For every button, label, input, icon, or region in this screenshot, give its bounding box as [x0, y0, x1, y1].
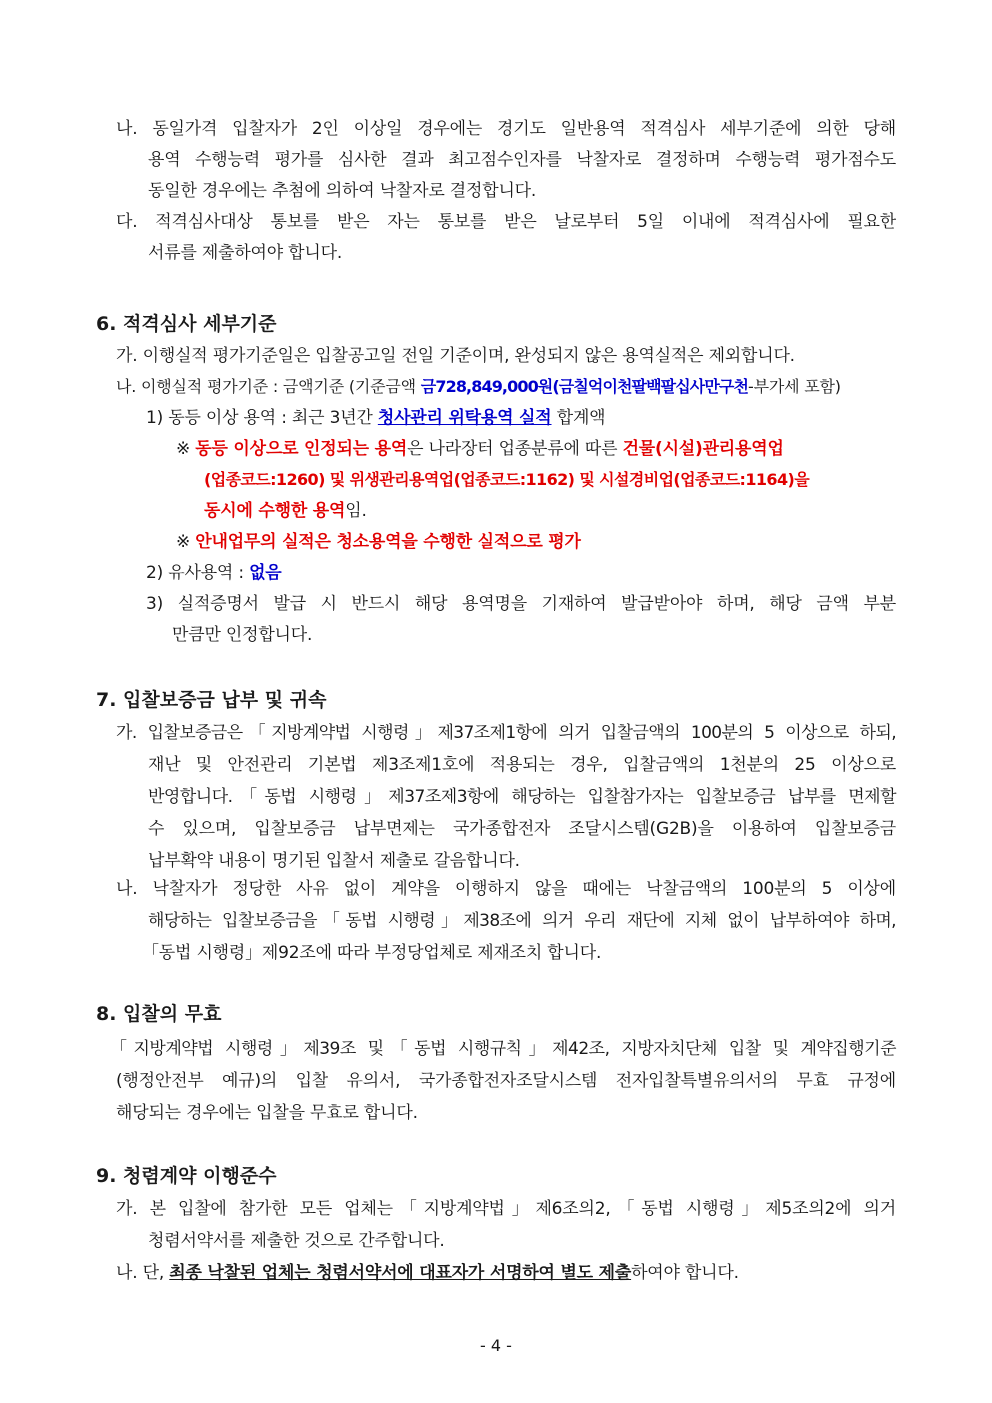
section-7-title: 7. 입찰보증금 납부 및 귀속 — [96, 689, 327, 711]
s5-na-line1: 나. 동일가격 입찰자가 2인 이상일 경우에는 경기도 일반용역 적격심사 세부기준에 의한 당해 — [116, 119, 896, 139]
s6-item1-suffix: 합계액 — [551, 408, 606, 428]
s7-na-line2: 해당하는 입찰보증금을「동법 시행령」제38조에 의거 우리 재단에 지체 없이 납부하여야 하며, — [148, 911, 896, 931]
note1-red: 동등 이상으로 인정되는 용역 — [195, 439, 408, 459]
s6-note1-line3 — [204, 500, 367, 522]
s5-da-line1: 다. 적격심사대상 통보를 받은 자는 통보를 받은 날로부터 5일 이내에 적격심사에 필요한 — [116, 212, 896, 232]
s6-na-amount: 금728,849,000원(금칠억이천팔백팔십사만구천 — [420, 377, 749, 396]
s6-item1-highlight: 청사관리 위탁용역 실적 — [377, 408, 552, 428]
s5-na-line2: 용역 수행능력 평가를 심사한 결과 최고점수인자를 낙찰자로 결정하며 수행능력 평가점수도 — [148, 150, 896, 170]
note1-red2: 건물(시설)관리용역업 — [622, 439, 784, 459]
s7-ga-line4: 수 있으며, 입찰보증금 납부면제는 국가종합전자 조달시스템(G2B)을 이용하여 입찰보증금 — [148, 819, 896, 839]
s6-note2 — [176, 531, 581, 553]
s6-item2-prefix: 2) 유사용역 : — [146, 563, 250, 583]
s6-na-suffix: -부가세 포함) — [748, 377, 841, 396]
s6-item1 — [146, 407, 605, 429]
section-8-title: 8. 입찰의 무효 — [96, 1003, 222, 1025]
note1-line3-end: 임. — [345, 501, 367, 521]
s8-line2: (행정안전부 예규)의 입찰 유의서, 국가종합전자조달시스템 전자입찰특별유의서의 무효 규정에 — [116, 1071, 896, 1091]
s6-note1-line1 — [176, 438, 784, 460]
s9-na — [116, 1262, 739, 1284]
note1-line3-red: 동시에 수행한 용역 — [204, 501, 346, 521]
s9-na-suffix: 하여야 합니다. — [631, 1263, 739, 1283]
s6-na-prefix: 나. 이행실적 평가기준 : 금액기준 (기준금액 — [116, 377, 421, 396]
s9-na-prefix: 나. 단, — [116, 1263, 170, 1283]
s8-line3: 해당되는 경우에는 입찰을 무효로 합니다. — [116, 1103, 418, 1123]
page-number: - 4 - — [480, 1336, 512, 1355]
s7-na-line1: 나. 낙찰자가 정당한 사유 없이 계약을 이행하지 않을 때에는 낙찰금액의 100분의 5 이상에 — [116, 879, 896, 899]
s6-ga: 가. 이행실적 평가기준일은 입찰공고일 전일 기준이며, 완성되지 않은 용역실적은 제외합니다. — [116, 346, 795, 366]
s7-ga-line5: 납부확약 내용이 명기된 입찰서 제출로 갈음합니다. — [148, 851, 520, 871]
s6-item1-prefix: 1) 동등 이상 용역 : 최근 3년간 — [146, 408, 378, 428]
note2-mark: ※ — [176, 532, 196, 552]
s7-ga-line2: 재난 및 안전관리 기본법 제3조제1호에 적용되는 경우, 입찰금액의 1천분의 25 이상으로 — [148, 755, 896, 775]
note1-mark: ※ — [176, 439, 196, 459]
note1-mid: 은 나라장터 업종분류에 따른 — [407, 439, 623, 459]
s6-item2 — [146, 562, 282, 584]
s6-na — [116, 376, 841, 398]
s9-ga-line2: 청렴서약서를 제출한 것으로 간주합니다. — [148, 1231, 445, 1251]
s6-item2-value: 없음 — [249, 563, 282, 583]
s6-note1-line2: (업종코드:1260) 및 위생관리용역업(업종코드:1162) 및 시설경비업(업종코드:1164)을 — [204, 470, 810, 489]
s7-na-line3: 「동법 시행령」제92조에 따라 부정당업체로 제재조치 합니다. — [142, 943, 602, 963]
note2-red: 안내업무의 실적은 청소용역을 수행한 실적으로 평가 — [195, 532, 581, 552]
s9-ga-line1: 가. 본 입찰에 참가한 모든 업체는「지방계약법」제6조의2,「동법 시행령」제5조의2에 의거 — [116, 1199, 896, 1219]
s6-item3-line1: 3) 실적증명서 발급 시 반드시 해당 용역명을 기재하여 발급받아야 하며, 해당 금액 부분 — [146, 594, 896, 614]
s7-ga-line1: 가. 입찰보증금은「지방계약법 시행령」제37조제1항에 의거 입찰금액의 100분의 5 이상으로 하되, — [116, 723, 896, 743]
s9-na-bold: 최종 낙찰된 업체는 청렴서약서에 대표자가 서명하여 별도 제출 — [169, 1263, 632, 1283]
section-9-title: 9. 청렴계약 이행준수 — [96, 1165, 277, 1187]
s6-item3-line2: 만큼만 인정합니다. — [172, 625, 313, 645]
s7-ga-line3: 반영합니다.「동법 시행령」제37조제3항에 해당하는 입찰참가자는 입찰보증금 납부를 면제할 — [148, 787, 896, 807]
s5-da-line2: 서류를 제출하여야 합니다. — [148, 243, 343, 263]
section-6-title: 6. 적격심사 세부기준 — [96, 313, 277, 335]
s8-line1: 「지방계약법 시행령」제39조 및「동법 시행규칙」제42조, 지방자치단체 입찰 및 계약집행기준 — [110, 1039, 896, 1059]
s5-na-line3: 동일한 경우에는 추첨에 의하여 낙찰자로 결정합니다. — [148, 181, 537, 201]
